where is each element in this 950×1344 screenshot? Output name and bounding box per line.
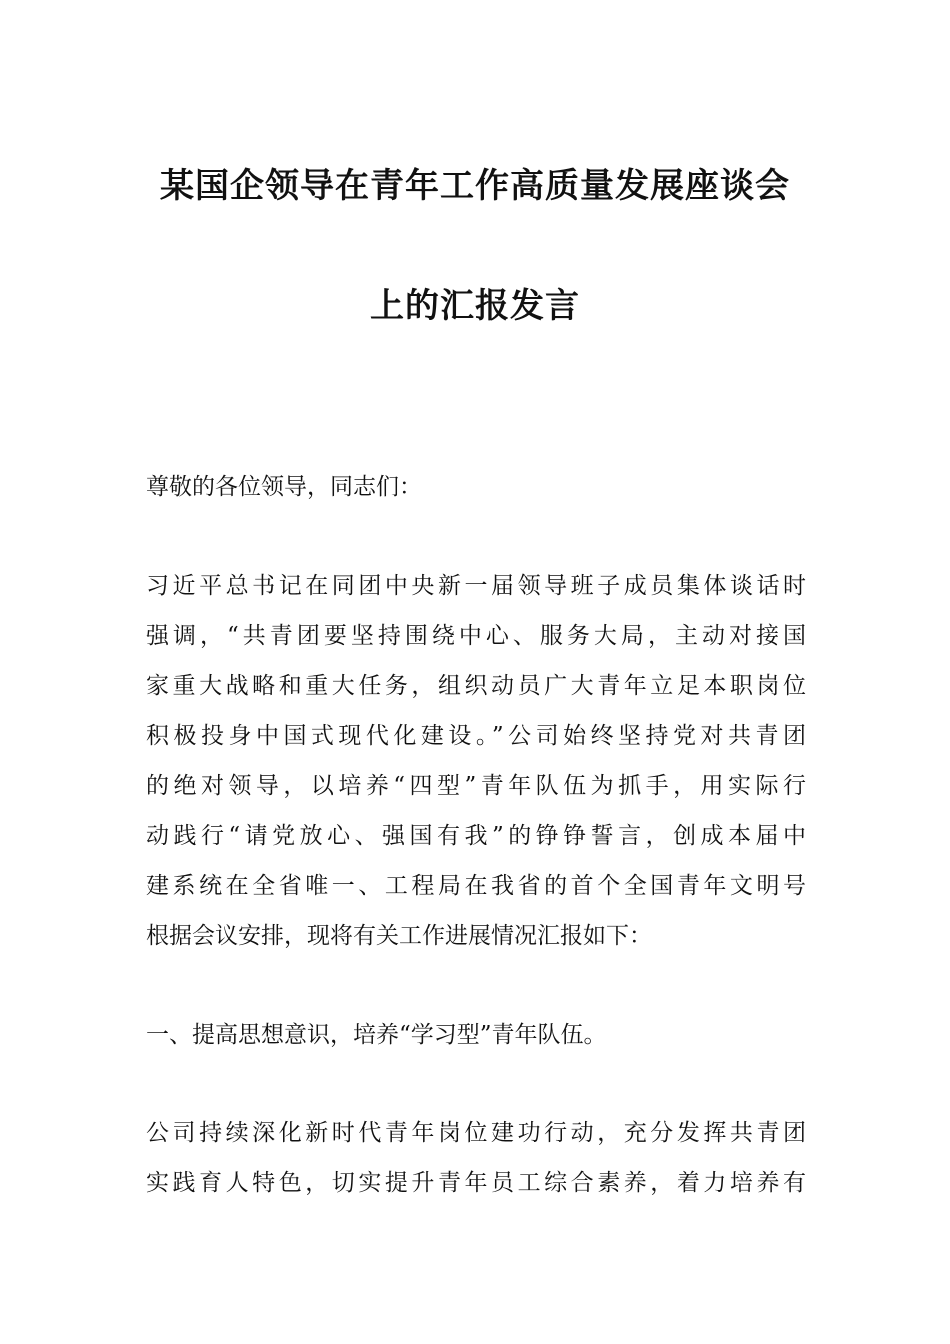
section-heading-1: 一、提高思想意识，培养“学习型”青年队伍。 <box>146 1022 607 1048</box>
document-title-line-1: 某国企领导在青年工作高质量发展座谈会 <box>160 166 790 206</box>
salutation: 尊敬的各位领导，同志们： <box>146 474 422 500</box>
paragraph-1-line: 家重大战略和重大任务，组织动员广大青年立足本职岗位 <box>146 673 806 699</box>
document-title-line-2: 上的汇报发言 <box>370 286 580 326</box>
paragraph-1-line: 的绝对领导，以培养“四型”青年队伍为抓手，用实际行 <box>146 773 806 799</box>
paragraph-2-line: 实践育人特色，切实提升青年员工综合素养，着力培养有 <box>146 1170 806 1196</box>
paragraph-1-line: 动践行“请党放心、强国有我”的铮铮誓言，创成本届中 <box>146 823 806 849</box>
paragraph-1-line: 建系统在全省唯一、工程局在我省的首个全国青年文明号 <box>146 873 806 899</box>
paragraph-1-line: 积极投身中国式现代化建设。”公司始终坚持党对共青团 <box>146 723 806 749</box>
paragraph-1-line: 强调，“共青团要坚持围绕中心、服务大局，主动对接国 <box>146 623 806 649</box>
paragraph-2-line: 公司持续深化新时代青年岗位建功行动，充分发挥共青团 <box>146 1120 806 1146</box>
paragraph-1-line: 根据会议安排，现将有关工作进展情况汇报如下： <box>146 923 652 949</box>
paragraph-1-line: 习近平总书记在同团中央新一届领导班子成员集体谈话时 <box>146 573 806 599</box>
